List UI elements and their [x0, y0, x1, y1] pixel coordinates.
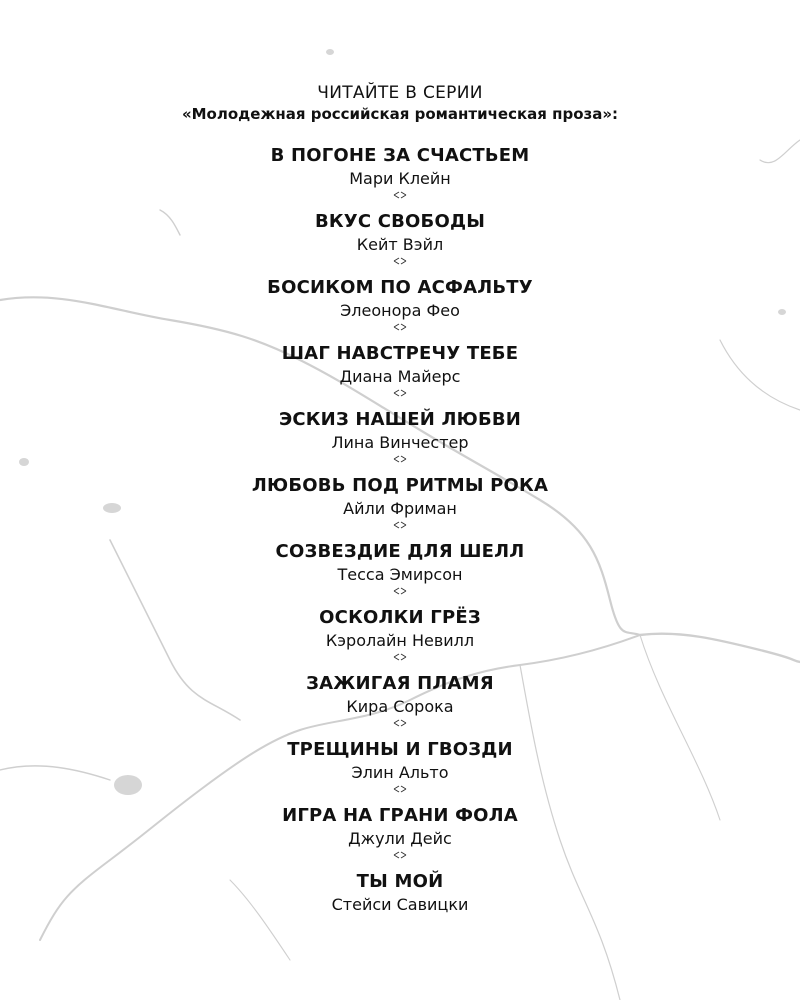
book-entry	[0, 144, 800, 210]
book-entry	[0, 606, 800, 672]
book-entry	[0, 738, 800, 804]
book-entry	[0, 342, 800, 408]
divider-ornament-icon	[393, 190, 407, 200]
book-title: ВКУС СВОБОДЫ	[314, 211, 486, 232]
series-heading: ЧИТАЙТЕ В СЕРИИ	[317, 83, 483, 103]
book-title: ИГРА НА ГРАНИ ФОЛА	[282, 805, 518, 826]
book-author: Джули Дейс	[348, 829, 452, 848]
book-entry	[0, 408, 800, 474]
book-title: ОСКОЛКИ ГРЁЗ	[319, 607, 481, 628]
divider-ornament-icon	[393, 256, 407, 266]
divider-ornament-icon	[393, 520, 407, 530]
divider-ornament-icon	[393, 586, 407, 596]
divider-ornament-icon	[393, 718, 407, 728]
marble-spot	[326, 49, 334, 55]
divider-ornament-icon	[393, 454, 407, 464]
book-author: Мари Клейн	[349, 169, 451, 188]
divider-ornament-icon	[393, 850, 407, 860]
book-author: Айли Фриман	[343, 499, 457, 518]
book-author: Элеонора Фео	[340, 301, 460, 320]
divider-ornament-icon	[393, 388, 407, 398]
book-title: ЭСКИЗ НАШЕЙ ЛЮБВИ	[278, 409, 522, 430]
divider-ornament-icon	[393, 322, 407, 332]
book-title: БОСИКОМ ПО АСФАЛЬТУ	[267, 277, 533, 298]
book-author: Элин Альто	[351, 763, 449, 782]
divider-ornament-icon	[393, 784, 407, 794]
book-entry	[0, 804, 800, 870]
book-title: ШАГ НАВСТРЕЧУ ТЕБЕ	[281, 343, 519, 364]
book-list-page	[0, 82, 800, 936]
book-entry	[0, 672, 800, 738]
book-title: ЗАЖИГАЯ ПЛАМЯ	[306, 673, 494, 694]
book-author: Диана Майерс	[339, 367, 461, 386]
book-author: Кира Сорока	[346, 697, 454, 716]
book-title: ТЫ МОЙ	[356, 871, 444, 892]
book-title: ЛЮБОВЬ ПОД РИТМЫ РОКА	[251, 475, 549, 496]
book-entry	[0, 210, 800, 276]
book-entry	[0, 276, 800, 342]
divider-ornament-icon	[393, 652, 407, 662]
book-title: СОЗВЕЗДИЕ ДЛЯ ШЕЛЛ	[275, 541, 525, 562]
book-title: ТРЕЩИНЫ И ГВОЗДИ	[287, 739, 513, 760]
book-entry	[0, 870, 800, 936]
series-subheading: «Молодежная российская романтическая проза»:	[181, 105, 619, 123]
book-author: Стейси Савицки	[331, 895, 469, 914]
book-author: Тесса Эмирсон	[337, 565, 463, 584]
book-author: Лина Винчестер	[331, 433, 469, 452]
book-author: Кейт Вэйл	[356, 235, 444, 254]
book-entry	[0, 474, 800, 540]
book-entry	[0, 540, 800, 606]
book-title: В ПОГОНЕ ЗА СЧАСТЬЕМ	[270, 145, 530, 166]
book-author: Кэролайн Невилл	[325, 631, 475, 650]
